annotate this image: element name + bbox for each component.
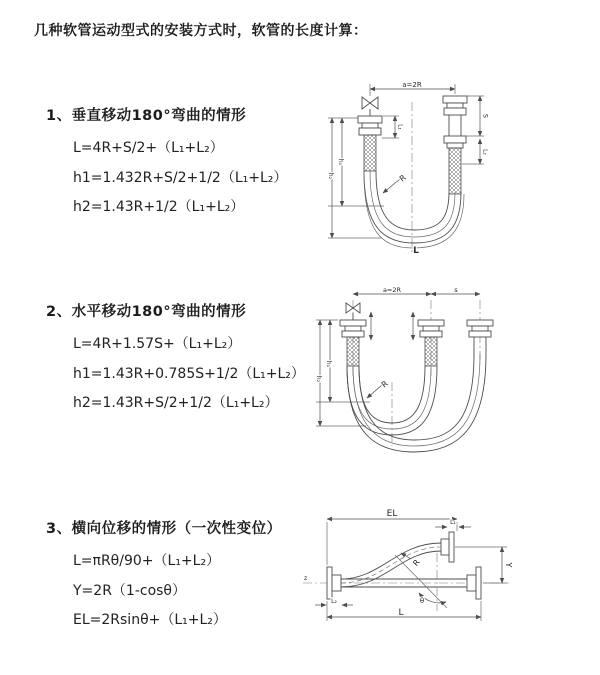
middle-fitting (418, 320, 444, 366)
dim-el (327, 509, 457, 568)
dim-r (367, 379, 390, 398)
hose-s-curve (341, 543, 441, 587)
section-vertical-movement (46, 104, 287, 223)
dim-s (431, 286, 480, 294)
label-theta: θ (419, 597, 425, 605)
label-a2r: a=2R (402, 81, 422, 89)
formula-h2: h2=1.43R+1/2（L₁+L₂） (73, 199, 245, 215)
diagram-lateral-displacement (297, 505, 590, 653)
dim-l1 (435, 519, 471, 527)
dim-fitting-length (371, 312, 413, 340)
formula-L: L=4R+1.57S+（L₁+L₂） (73, 336, 242, 352)
angle-theta (395, 553, 447, 611)
label-el: EL (386, 509, 398, 519)
dim-s (466, 96, 490, 136)
section-lateral-displacement (46, 517, 282, 636)
formula-L: L=4R+S/2+（L₁+L₂） (73, 140, 224, 156)
right-fitting-upper (443, 96, 467, 136)
right-flange (467, 567, 481, 599)
label-h2: h₂ (315, 375, 322, 383)
formula-EL: EL=2Rsinθ+（L₁+L₂） (73, 612, 227, 628)
left-fitting (358, 116, 382, 171)
label-l2: L₂ (481, 149, 489, 155)
formula-Y: Y=2R（1-cosθ） (73, 582, 186, 599)
formula-L: L=πRθ/90+（L₁+L₂） (73, 553, 221, 569)
label-h1: h₁ (337, 158, 344, 166)
hose-position-2 (347, 354, 486, 452)
label-s: S (481, 113, 490, 119)
right-fitting (467, 320, 493, 354)
label-l1: L₁ (396, 124, 404, 130)
dim-l1 (382, 116, 404, 138)
dim-l (327, 601, 481, 621)
dim-l2 (315, 598, 353, 605)
document-title: 几种软管运动型式的安装方式时，软管的长度计算： (34, 23, 368, 39)
label-l: L (398, 608, 404, 618)
formula-h1: h1=1.432R+S/2+1/2（L₁+L₂） (73, 169, 288, 186)
label-r: R (411, 557, 422, 568)
right-fitting-lower (444, 136, 466, 194)
section-horizontal-movement (46, 300, 305, 419)
dim-y (455, 547, 513, 583)
section-3-heading: 3、横向位移的情形（一次性变位） (46, 521, 282, 537)
left-flange (327, 567, 341, 599)
upper-flange (441, 532, 454, 562)
valve-icon (362, 97, 378, 116)
formula-h1: h1=1.43R+0.785S+1/2（L₁+L₂） (73, 365, 305, 382)
dim-a2r (353, 286, 431, 294)
label-s: s (454, 286, 458, 294)
centerline-mark: z (304, 575, 308, 582)
dim-a2r (370, 81, 455, 96)
label-h1: h₁ (325, 360, 332, 368)
formula-h2: h2=1.43R+S/2+1/2（L₁+L₂） (73, 395, 279, 411)
diagram-vertical-180-bend (312, 76, 584, 258)
label-h2: h₂ (327, 172, 334, 180)
label-r: R (397, 173, 408, 184)
label-a2r: a=2R (382, 286, 402, 294)
left-fitting (340, 320, 366, 366)
label-l1: L₁ (450, 519, 456, 526)
label-y: Y (504, 562, 513, 568)
label-r: R (379, 379, 390, 390)
label-l: L (413, 246, 419, 256)
section-1-heading: 1、垂直移动180°弯曲的情形 (46, 108, 247, 124)
diagram-horizontal-180-bend (308, 284, 595, 462)
dim-r (383, 173, 408, 193)
label-l2: L₂ (331, 598, 337, 605)
section-2-heading: 2、水平移动180°弯曲的情形 (46, 304, 247, 320)
